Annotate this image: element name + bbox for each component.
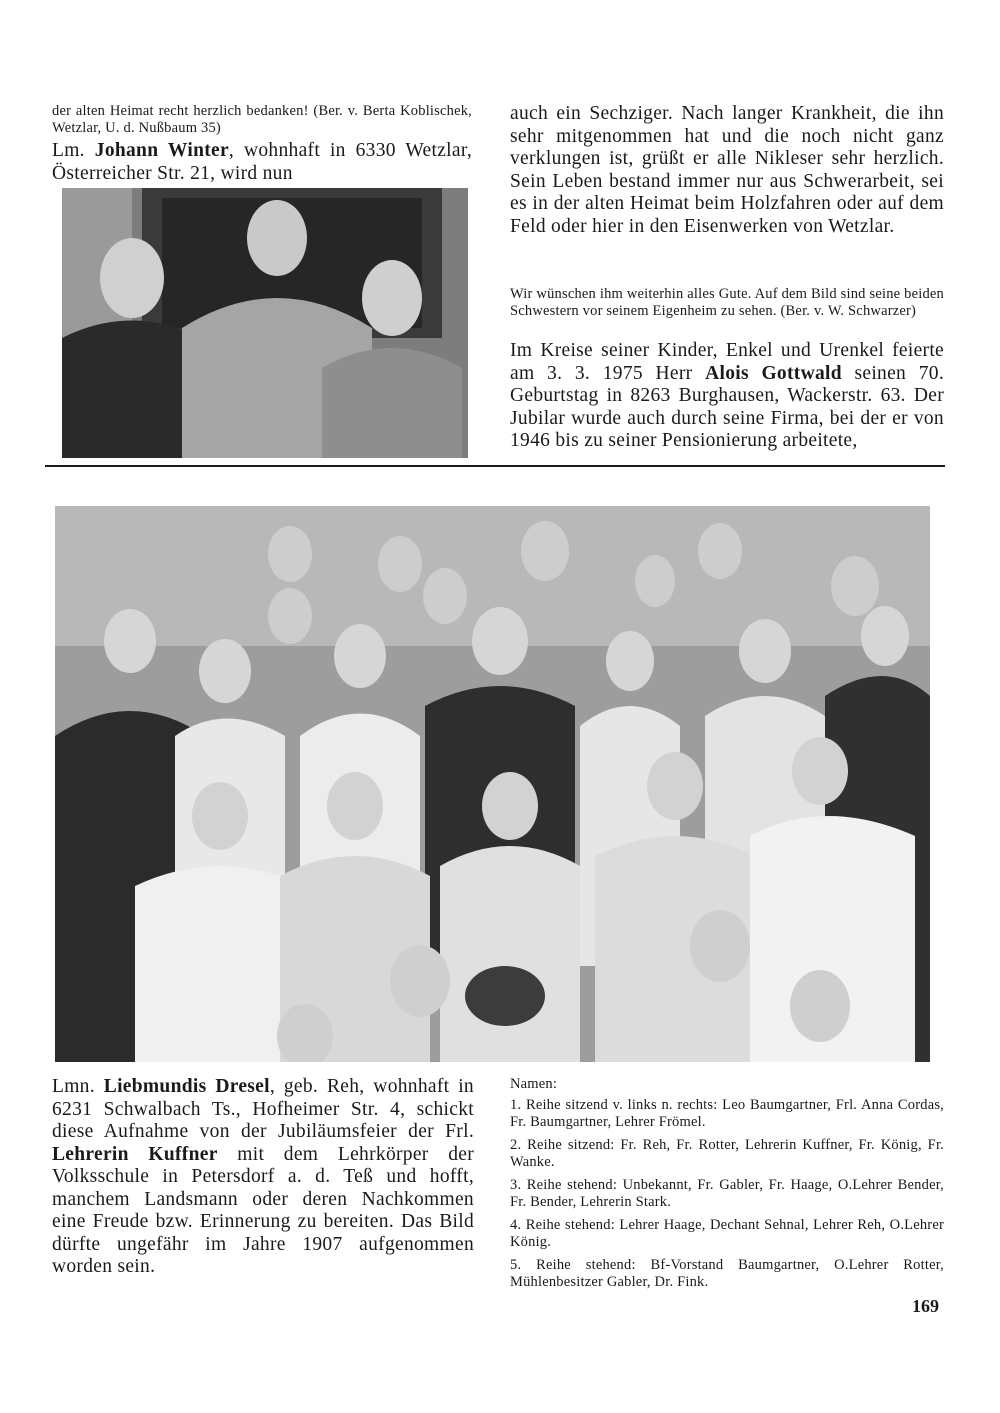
dresel-prefix: Lmn. <box>52 1076 104 1097</box>
winter-continued: auch ein Sechziger. Nach langer Krankheit, die ihn sehr mitgenommen hat und die noch nicht ganz verklungen ist, grüßt er alle Nikleser sehr herzlich. Sein Leben bestand immer nur aus Schwerarbeit, sei es in der alten Heimat beim Holzfahren oder auf dem Feld oder hier in den Eisenwerken von Wetzlar. <box>510 103 944 237</box>
names-row: 2. Reihe sitzend: Fr. Reh, Fr. Rotter, Lehrerin Kuffner, Fr. König, Fr. Wanke. <box>510 1137 944 1170</box>
intro-text: der alten Heimat recht herzlich bedanken! (Ber. v. Berta Koblischek, Wetzlar, U. d. Nußbaum 35) <box>52 103 472 136</box>
names-row: 4. Reihe stehend: Lehrer Haage, Dechant Sehnal, Lehrer Reh, O.Lehrer König. <box>510 1217 944 1250</box>
dresel-name2: Lehrerin Kuffner <box>52 1143 218 1165</box>
group-photo <box>55 506 930 1062</box>
gottwald-name: Alois Gottwald <box>705 362 842 384</box>
gottwald-paragraph <box>510 340 944 453</box>
names-row: 1. Reihe sitzend v. links n. rechts: Leo Baumgartner, Frl. Anna Cordas, Fr. Baumgartner, Lehrer Frömel. <box>510 1097 944 1130</box>
winter-paragraph <box>52 140 472 185</box>
dresel-paragraph <box>52 1076 474 1279</box>
winter-photo-image <box>62 188 468 458</box>
winter-prefix: Lm. <box>52 140 95 161</box>
winter-photo <box>62 188 468 458</box>
dresel-name: Liebmundis Dresel <box>103 1076 270 1097</box>
winter-caption: Wir wünschen ihm weiterhin alles Gute. Auf dem Bild sind seine beiden Schwestern vor seinem Eigenheim zu sehen. (Ber. v. W. Schwarzer) <box>510 286 944 319</box>
gottwald-pre: Im Kreise seiner Kinder, Enkel und Urenkel feierte am 3. 3. 1975 Herr <box>510 340 944 384</box>
dresel-post: mit dem Lehrkörper der Volksschule in Petersdorf a. d. Teß und hofft, manchem Landsmann oder deren Nachkommen eine Freude bzw. Erinnerung zu bereiten. Das Bild dürfte ungefähr im Jahre 1907 aufgenommen worden sein. <box>52 1143 474 1277</box>
dresel-mid: , geb. Reh, wohnhaft in 6231 Schwalbach Ts., Hofheimer Str. 4, schickt diese Aufnahme von der Jubiläumsfeier der Frl. <box>52 1076 474 1142</box>
winter-name: Johann Winter <box>94 140 229 161</box>
names-list <box>510 1076 944 1297</box>
page-number: 169 <box>912 1296 939 1316</box>
winter-text-a: , wohnhaft in 6330 Wetzlar, Österreicher Str. 21, wird nun <box>52 140 473 184</box>
names-header: Namen: <box>510 1076 558 1092</box>
names-row: 5. Reihe stehend: Bf-Vorstand Baumgartner, O.Lehrer Rotter, Mühlenbesitzer Gabler, Dr. Fink. <box>510 1257 944 1290</box>
section-divider <box>45 465 945 467</box>
names-row: 3. Reihe stehend: Unbekannt, Fr. Gabler, Fr. Haage, O.Lehrer Bender, Fr. Bender, Lehrerin Stark. <box>510 1177 944 1210</box>
gottwald-post: seinen 70. Geburtstag in 8263 Burghausen, Wackerstr. 63. Der Jubilar wurde auch durch seine Firma, bei der er von 1946 bis zu seiner Pensionierung arbeitete, <box>510 362 944 451</box>
group-photo-image <box>55 506 930 1062</box>
